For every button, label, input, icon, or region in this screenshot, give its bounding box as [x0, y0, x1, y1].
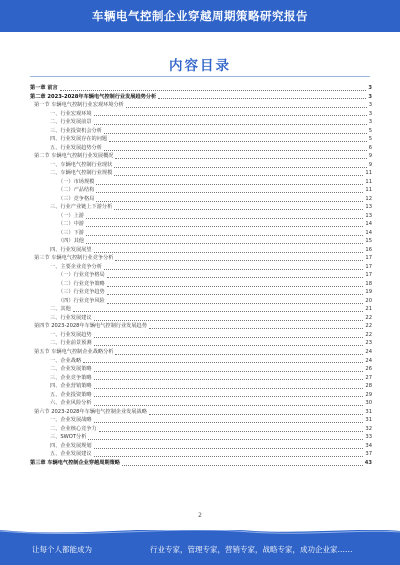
- toc-entry-page: 30: [365, 400, 372, 407]
- toc-row[interactable]: [30, 288, 372, 297]
- toc-leader-dots: [115, 259, 363, 261]
- toc-entry-page: 11: [365, 178, 372, 185]
- toc-row[interactable]: [30, 186, 372, 195]
- toc-entry-page: 9: [368, 161, 372, 168]
- toc-row[interactable]: [30, 178, 372, 187]
- toc-entry-page: 22: [365, 331, 372, 338]
- toc-leader-dots: [60, 89, 367, 91]
- toc-entry-label: 一、行业发展趋势: [50, 331, 92, 338]
- toc-entry-page: 29: [365, 391, 372, 398]
- toc-row[interactable]: [30, 442, 372, 451]
- toc-entry-page: 16: [365, 246, 372, 253]
- toc-entry-page: 17: [365, 263, 372, 270]
- toc-row[interactable]: [30, 246, 372, 255]
- toc-row[interactable]: [30, 416, 372, 425]
- footer-wave-decoration: [0, 530, 400, 538]
- toc-entry-label: 第二章 2023-2028年车辆电气控制行业发展趋势分析: [30, 93, 157, 100]
- toc-leader-dots: [114, 174, 363, 176]
- toc-leader-dots: [104, 268, 364, 270]
- toc-entry-label: 第三章 车辆电气控制企业穿越周期策略: [30, 459, 120, 466]
- toc-entry-page: 18: [365, 280, 372, 287]
- toc-leader-dots: [86, 234, 363, 236]
- toc-entry-label: 五、行业发展趋势分析: [50, 144, 102, 151]
- toc-entry-page: 9: [368, 153, 372, 160]
- toc-entry-page: 21: [365, 306, 372, 313]
- toc-row[interactable]: [30, 391, 372, 400]
- toc-leader-dots: [107, 293, 364, 295]
- table-of-contents: [30, 84, 372, 467]
- toc-leader-dots: [96, 191, 363, 193]
- toc-entry-page: 33: [365, 434, 372, 441]
- toc-heading: 内容目录: [169, 58, 231, 74]
- toc-leader-dots: [94, 395, 364, 397]
- toc-entry-label: （一）行业竞争格局: [58, 272, 105, 279]
- toc-entry-page: 3: [368, 93, 372, 100]
- toc-entry-page: 19: [365, 289, 372, 296]
- toc-divider: [30, 76, 370, 77]
- toc-entry-page: 3: [368, 119, 372, 126]
- toc-row[interactable]: [30, 399, 372, 408]
- toc-entry-label: 第五节 车辆电气控制企业战略分析: [34, 348, 114, 355]
- toc-entry-label: 四、企业发展规划: [50, 442, 92, 449]
- toc-row[interactable]: [30, 169, 372, 178]
- toc-entry-page: 11: [365, 170, 372, 177]
- toc-row[interactable]: [30, 433, 372, 442]
- toc-row[interactable]: [30, 203, 372, 212]
- toc-entry-label: 二、其他: [50, 306, 71, 313]
- toc-entry-label: （二）行业竞争策略: [58, 280, 105, 287]
- toc-row[interactable]: [30, 161, 372, 170]
- toc-entry-page: 14: [365, 229, 372, 236]
- toc-row[interactable]: [30, 297, 372, 306]
- toc-entry-label: 一、企业战略: [50, 357, 82, 364]
- page-number: 2: [198, 512, 202, 519]
- toc-row[interactable]: [30, 220, 372, 229]
- toc-entry-page: 27: [365, 374, 372, 381]
- toc-entry-page: 26: [365, 366, 372, 373]
- toc-leader-dots: [96, 200, 363, 202]
- toc-leader-dots: [122, 464, 363, 466]
- toc-entry-label: 第四节 2023-2028年车辆电气控制行业发展趋势: [34, 323, 147, 330]
- toc-entry-label: 第二节 车辆电气控制行业发展概况: [34, 153, 114, 160]
- toc-entry-page: 17: [365, 272, 372, 279]
- toc-entry-page: 37: [365, 451, 372, 458]
- toc-entry-label: 五、企业发展建议: [50, 451, 92, 458]
- toc-entry-label: 四、行业发展展望: [50, 246, 92, 253]
- toc-row[interactable]: [30, 84, 372, 93]
- toc-entry-label: （二）中游: [58, 221, 84, 228]
- toc-entry-label: 六、企业风险分析: [50, 400, 92, 407]
- toc-leader-dots: [94, 251, 364, 253]
- footer-slogan-right: 行业专家，管理专家，营销专家，战略专家，成功企业家……: [150, 545, 353, 554]
- toc-leader-dots: [88, 438, 363, 440]
- toc-leader-dots: [94, 404, 364, 406]
- toc-entry-label: 二、车辆电气控制行业规模: [50, 170, 113, 177]
- toc-leader-dots: [94, 378, 364, 380]
- toc-leader-dots: [115, 353, 363, 355]
- toc-leader-dots: [94, 336, 364, 338]
- toc-entry-page: 22: [365, 314, 372, 321]
- toc-leader-dots: [94, 123, 367, 125]
- toc-leader-dots: [158, 97, 366, 99]
- toc-leader-dots: [149, 327, 363, 329]
- toc-leader-dots: [86, 225, 363, 227]
- toc-entry-page: 23: [365, 340, 372, 347]
- toc-leader-dots: [107, 302, 364, 304]
- toc-entry-label: 一、主要企业竞争分析: [50, 263, 102, 270]
- toc-row[interactable]: [30, 322, 372, 331]
- toc-row[interactable]: [30, 459, 372, 468]
- toc-row[interactable]: [30, 348, 372, 357]
- toc-entry-page: 43: [364, 459, 372, 466]
- toc-leader-dots: [73, 310, 364, 312]
- toc-row[interactable]: [30, 357, 372, 366]
- toc-leader-dots: [94, 455, 364, 457]
- toc-row[interactable]: [30, 408, 372, 417]
- toc-row[interactable]: [30, 365, 372, 374]
- report-header: [0, 0, 400, 32]
- toc-entry-label: （三）竞争格局: [58, 195, 95, 202]
- toc-entry-label: 第六节 2023-2028年车辆电气控制企业发展战略: [34, 408, 147, 415]
- toc-entry-page: 31: [365, 417, 372, 424]
- toc-row[interactable]: [30, 331, 372, 340]
- toc-row[interactable]: [30, 237, 372, 246]
- toc-entry-label: 二、行业前景预测: [50, 340, 92, 347]
- toc-row[interactable]: [30, 450, 372, 459]
- toc-entry-page: 11: [365, 187, 372, 194]
- toc-entry-page: 5: [368, 127, 372, 134]
- toc-entry-label: 第一节 车辆电气控制行业宏观环境分析: [34, 102, 124, 109]
- toc-row[interactable]: [30, 271, 372, 280]
- toc-leader-dots: [83, 361, 363, 363]
- toc-entry-page: 31: [365, 408, 372, 415]
- toc-entry-label: 三、行业投资机会分析: [50, 127, 102, 134]
- toc-entry-label: （四）其他: [58, 238, 84, 245]
- toc-entry-label: 第一章 前言: [30, 85, 58, 91]
- toc-leader-dots: [96, 183, 363, 185]
- toc-entry-label: 三、SWOT分析: [50, 434, 87, 441]
- toc-row[interactable]: [30, 110, 372, 119]
- toc-entry-label: 一、车辆电气控制行业现状: [50, 161, 113, 168]
- toc-entry-page: 24: [365, 357, 372, 364]
- toc-row[interactable]: [30, 101, 372, 110]
- toc-row[interactable]: [30, 263, 372, 272]
- toc-leader-dots: [94, 447, 364, 449]
- toc-entry-label: （四）行业竞争风险: [58, 297, 105, 304]
- toc-row[interactable]: [30, 339, 372, 348]
- toc-row[interactable]: [30, 93, 372, 102]
- toc-row[interactable]: [30, 212, 372, 221]
- toc-row[interactable]: [30, 135, 372, 144]
- toc-entry-label: 三、企业竞争策略: [50, 374, 92, 381]
- toc-leader-dots: [126, 106, 367, 108]
- toc-row[interactable]: [30, 195, 372, 204]
- toc-row[interactable]: [30, 144, 372, 153]
- toc-leader-dots: [114, 166, 366, 168]
- toc-entry-page: 22: [365, 323, 372, 330]
- toc-leader-dots: [107, 276, 364, 278]
- toc-row[interactable]: [30, 152, 372, 161]
- report-title: 车辆电气控制企业穿越周期策略研究报告: [92, 9, 308, 23]
- toc-leader-dots: [109, 140, 367, 142]
- toc-entry-label: 三、行业产业链上下游分析: [50, 204, 113, 211]
- toc-entry-page: 3: [368, 102, 372, 109]
- toc-leader-dots: [94, 421, 364, 423]
- toc-leader-dots: [107, 285, 364, 287]
- toc-leader-dots: [94, 114, 367, 116]
- toc-entry-page: 6: [368, 144, 372, 151]
- toc-entry-label: （三）行业竞争趋势: [58, 289, 105, 296]
- toc-entry-label: 一、行业宏观环境: [50, 110, 92, 117]
- toc-entry-page: 13: [365, 204, 372, 211]
- toc-entry-page: 3: [368, 110, 372, 117]
- toc-row[interactable]: [30, 254, 372, 263]
- toc-row[interactable]: [30, 425, 372, 434]
- toc-entry-label: 五、企业投资策略: [50, 391, 92, 398]
- toc-entry-page: 28: [365, 383, 372, 390]
- toc-entry-page: 20: [365, 297, 372, 304]
- toc-entry-label: （二）产品结构: [58, 187, 95, 194]
- toc-entry-page: 14: [365, 221, 372, 228]
- toc-entry-page: 13: [365, 212, 372, 219]
- toc-leader-dots: [86, 242, 363, 244]
- toc-leader-dots: [104, 132, 367, 134]
- toc-leader-dots: [115, 157, 366, 159]
- toc-row[interactable]: [30, 374, 372, 383]
- toc-entry-label: 第三节 车辆电气控制行业竞争分析: [34, 255, 114, 262]
- toc-entry-page: 3: [368, 85, 372, 91]
- toc-row[interactable]: [30, 314, 372, 323]
- toc-entry-label: 四、企业营销策略: [50, 383, 92, 390]
- footer-slogan-left: 让每个人都能成为: [32, 545, 92, 554]
- toc-entry-page: 12: [365, 195, 372, 202]
- toc-leader-dots: [114, 208, 363, 210]
- toc-entry-label: 四、行业发展存在的问题: [50, 136, 108, 143]
- toc-leader-dots: [94, 319, 364, 321]
- toc-entry-label: 二、行业发展前景: [50, 119, 92, 126]
- toc-row[interactable]: [30, 127, 372, 136]
- toc-entry-page: 24: [365, 348, 372, 355]
- footer-band: [0, 530, 400, 565]
- toc-leader-dots: [86, 217, 363, 219]
- toc-entry-page: 32: [365, 425, 372, 432]
- toc-entry-page: 15: [365, 238, 372, 245]
- toc-entry-label: （一）上游: [58, 212, 84, 219]
- toc-leader-dots: [94, 387, 364, 389]
- toc-entry-label: 一、企业发展战略: [50, 417, 92, 424]
- toc-entry-label: （一）市场规模: [58, 178, 95, 185]
- toc-entry-label: 二、企业发展策略: [50, 366, 92, 373]
- toc-row[interactable]: [30, 229, 372, 238]
- toc-leader-dots: [94, 344, 364, 346]
- toc-entry-label: 三、行业发展建议: [50, 314, 92, 321]
- toc-row[interactable]: [30, 305, 372, 314]
- toc-leader-dots: [99, 430, 364, 432]
- toc-row[interactable]: [30, 382, 372, 391]
- toc-leader-dots: [94, 370, 364, 372]
- toc-leader-dots: [149, 413, 363, 415]
- toc-entry-label: （三）下游: [58, 229, 84, 236]
- toc-row[interactable]: [30, 118, 372, 127]
- toc-entry-label: 二、企业核心竞争力: [50, 425, 97, 432]
- toc-entry-page: 34: [365, 442, 372, 449]
- toc-leader-dots: [104, 149, 367, 151]
- toc-entry-page: 5: [368, 136, 372, 143]
- toc-row[interactable]: [30, 280, 372, 289]
- toc-entry-page: 17: [365, 255, 372, 262]
